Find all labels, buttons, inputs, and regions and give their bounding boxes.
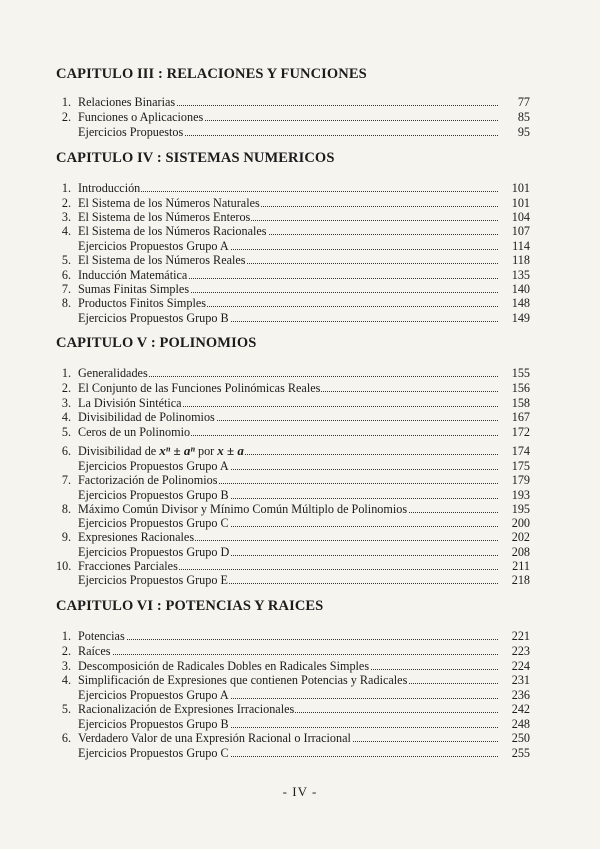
toc-entry [56, 366, 530, 380]
entry-number: 1. [61, 181, 71, 195]
entry-number: 7. [61, 473, 71, 487]
entry-page: 236 [511, 688, 530, 702]
entry-title: La División Sintética [78, 396, 498, 410]
entry-title: Generalidades [78, 366, 498, 380]
page-footer: - IV - [282, 784, 318, 799]
toc-entry [56, 559, 530, 573]
entry-page: 77 [517, 95, 530, 109]
entry-title: Divisibilidad de Polinomios [78, 410, 498, 424]
entry-title: Ejercicios Propuestos Grupo E [78, 573, 498, 587]
entry-page: 175 [511, 459, 530, 473]
entry-number: 5. [61, 425, 71, 439]
toc-entry [56, 196, 530, 210]
entry-page: 140 [511, 282, 530, 296]
entry-title: Inducción Matemática [78, 268, 498, 282]
entry-page: 224 [511, 659, 530, 673]
chapter-heading: CAPITULO IV : SISTEMAS NUMERICOS [56, 150, 335, 166]
entry-page: 158 [511, 396, 530, 410]
toc-entry [56, 253, 530, 267]
entry-title: Ejercicios Propuestos Grupo B [78, 311, 498, 325]
entry-number: 6. [61, 268, 71, 282]
toc-entry [56, 239, 530, 253]
chapter-heading: CAPITULO V : POLINOMIOS [56, 335, 257, 351]
chapter-heading: CAPITULO VI : POTENCIAS Y RAICES [56, 598, 324, 614]
entry-title: El Sistema de los Números Enteros [78, 210, 498, 224]
entry-page: 195 [511, 502, 530, 516]
entry-title: Potencias [78, 629, 498, 643]
entry-title: Verdadero Valor de una Expresión Racional o Irracional [78, 731, 498, 745]
entry-number: 4. [61, 410, 71, 424]
toc-entry [56, 545, 530, 559]
toc-entry [56, 688, 530, 702]
entry-title: El Sistema de los Números Reales [78, 253, 498, 267]
entry-number: 1. [61, 629, 71, 643]
entry-title: Sumas Finitas Simples [78, 282, 498, 296]
entry-page: 95 [517, 125, 530, 139]
entry-title: Introducción [78, 181, 498, 195]
entry-page: 208 [511, 545, 530, 559]
entry-title: Descomposición de Radicales Dobles en Radicales Simples [78, 659, 498, 673]
toc-entry [56, 110, 530, 124]
entry-page: 155 [511, 366, 530, 380]
entry-page: 101 [511, 181, 530, 195]
entry-title: Relaciones Binarias [78, 95, 498, 109]
entry-page: 193 [511, 488, 530, 502]
toc-entry [56, 473, 530, 487]
entry-number: 1. [61, 95, 71, 109]
toc-entry [56, 731, 530, 745]
entry-page: 118 [512, 253, 530, 267]
entry-title: Ejercicios Propuestos Grupo D [78, 545, 498, 559]
entry-page: 104 [511, 210, 530, 224]
entry-number: 4. [61, 224, 71, 238]
entry-title: Ejercicios Propuestos Grupo A [78, 688, 498, 702]
entry-number: 4. [61, 673, 71, 687]
entry-title: Raíces [78, 644, 498, 658]
toc-entry [56, 717, 530, 731]
entry-page: 218 [511, 573, 530, 587]
entry-number: 3. [61, 210, 71, 224]
toc-entry [56, 502, 530, 516]
entry-title: Simplificación de Expresiones que contienen Potencias y Radicales [78, 673, 498, 687]
entry-page: 101 [511, 196, 530, 210]
entry-number: 3. [61, 659, 71, 673]
entry-page: 255 [511, 746, 530, 760]
entry-title: Máximo Común Divisor y Mínimo Común Múltiplo de Polinomios [78, 502, 498, 516]
toc-entry [56, 444, 530, 458]
toc-entry [56, 673, 530, 687]
entry-number: 2. [61, 381, 71, 395]
entry-title: Expresiones Racionales [78, 530, 498, 544]
entry-number: 8. [61, 502, 71, 516]
entry-title: Ejercicios Propuestos Grupo C [78, 516, 498, 530]
entry-number: 5. [61, 702, 71, 716]
entry-number: 10. [56, 559, 72, 573]
entry-title: Divisibilidad de xⁿ ± aⁿ por x ± a [78, 444, 498, 458]
entry-title: Factorización de Polinomios [78, 473, 498, 487]
entry-title: El Sistema de los Números Racionales [78, 224, 498, 238]
toc-entry [56, 125, 530, 139]
math-expression: x ± a [217, 444, 244, 458]
entry-title: Ejercicios Propuestos Grupo B [78, 488, 498, 502]
entry-page: 156 [511, 381, 530, 395]
entry-title: Ejercicios Propuestos Grupo C [78, 746, 498, 760]
entry-title: Ejercicios Propuestos Grupo B [78, 717, 498, 731]
toc-entry [56, 296, 530, 310]
entry-page: 114 [512, 239, 530, 253]
math-expression: xⁿ ± aⁿ [159, 444, 195, 458]
entry-number: 2. [61, 644, 71, 658]
entry-page: 174 [511, 444, 530, 458]
toc-entry [56, 396, 530, 410]
toc-entry [56, 311, 530, 325]
entry-page: 149 [511, 311, 530, 325]
entry-page: 248 [511, 717, 530, 731]
entry-title: Ceros de un Polinomio [78, 425, 498, 439]
entry-page: 211 [512, 559, 530, 573]
entry-title: Ejercicios Propuestos Grupo A [78, 459, 498, 473]
entry-number: 6. [61, 731, 71, 745]
toc-entry [56, 702, 530, 716]
entry-title: Funciones o Aplicaciones [78, 110, 498, 124]
entry-title: Productos Finitos Simples [78, 296, 498, 310]
entry-number: 1. [61, 366, 71, 380]
toc-entry [56, 659, 530, 673]
entry-page: 200 [511, 516, 530, 530]
toc-entry [56, 224, 530, 238]
chapter-heading: CAPITULO III : RELACIONES Y FUNCIONES [56, 66, 367, 82]
entry-number: 5. [61, 253, 71, 267]
entry-title: Fracciones Parciales [78, 559, 498, 573]
entry-page: 223 [511, 644, 530, 658]
entry-number: 2. [61, 110, 71, 124]
entry-title: El Sistema de los Números Naturales [78, 196, 498, 210]
toc-entry [56, 530, 530, 544]
toc-entry [56, 488, 530, 502]
toc-entry [56, 459, 530, 473]
toc-entry [56, 95, 530, 109]
entry-number: 3. [61, 396, 71, 410]
toc-entry [56, 268, 530, 282]
toc-entry [56, 516, 530, 530]
entry-page: 167 [511, 410, 530, 424]
entry-title: Ejercicios Propuestos [78, 125, 498, 139]
entry-page: 231 [511, 673, 530, 687]
toc-entry [56, 746, 530, 760]
entry-title: El Conjunto de las Funciones Polinómicas Reales [78, 381, 498, 395]
entry-number: 7. [61, 282, 71, 296]
entry-title: Ejercicios Propuestos Grupo A [78, 239, 498, 253]
entry-page: 85 [517, 110, 530, 124]
entry-number: 2. [61, 196, 71, 210]
entry-number: 9. [61, 530, 71, 544]
entry-page: 250 [511, 731, 530, 745]
toc-entry [56, 629, 530, 643]
entry-page: 202 [511, 530, 530, 544]
entry-number: 6. [61, 444, 71, 458]
toc-entry [56, 181, 530, 195]
entry-title: Racionalización de Expresiones Irracionales [78, 702, 498, 716]
toc-entry [56, 410, 530, 424]
toc-entry [56, 282, 530, 296]
entry-page: 135 [511, 268, 530, 282]
toc-entry [56, 381, 530, 395]
toc-entry [56, 644, 530, 658]
entry-page: 221 [511, 629, 530, 643]
entry-page: 148 [511, 296, 530, 310]
entry-number: 8. [61, 296, 71, 310]
toc-entry [56, 210, 530, 224]
entry-page: 242 [511, 702, 530, 716]
toc-entry [56, 425, 530, 439]
entry-page: 107 [511, 224, 530, 238]
entry-page: 179 [511, 473, 530, 487]
entry-page: 172 [511, 425, 530, 439]
toc-entry [56, 573, 530, 587]
